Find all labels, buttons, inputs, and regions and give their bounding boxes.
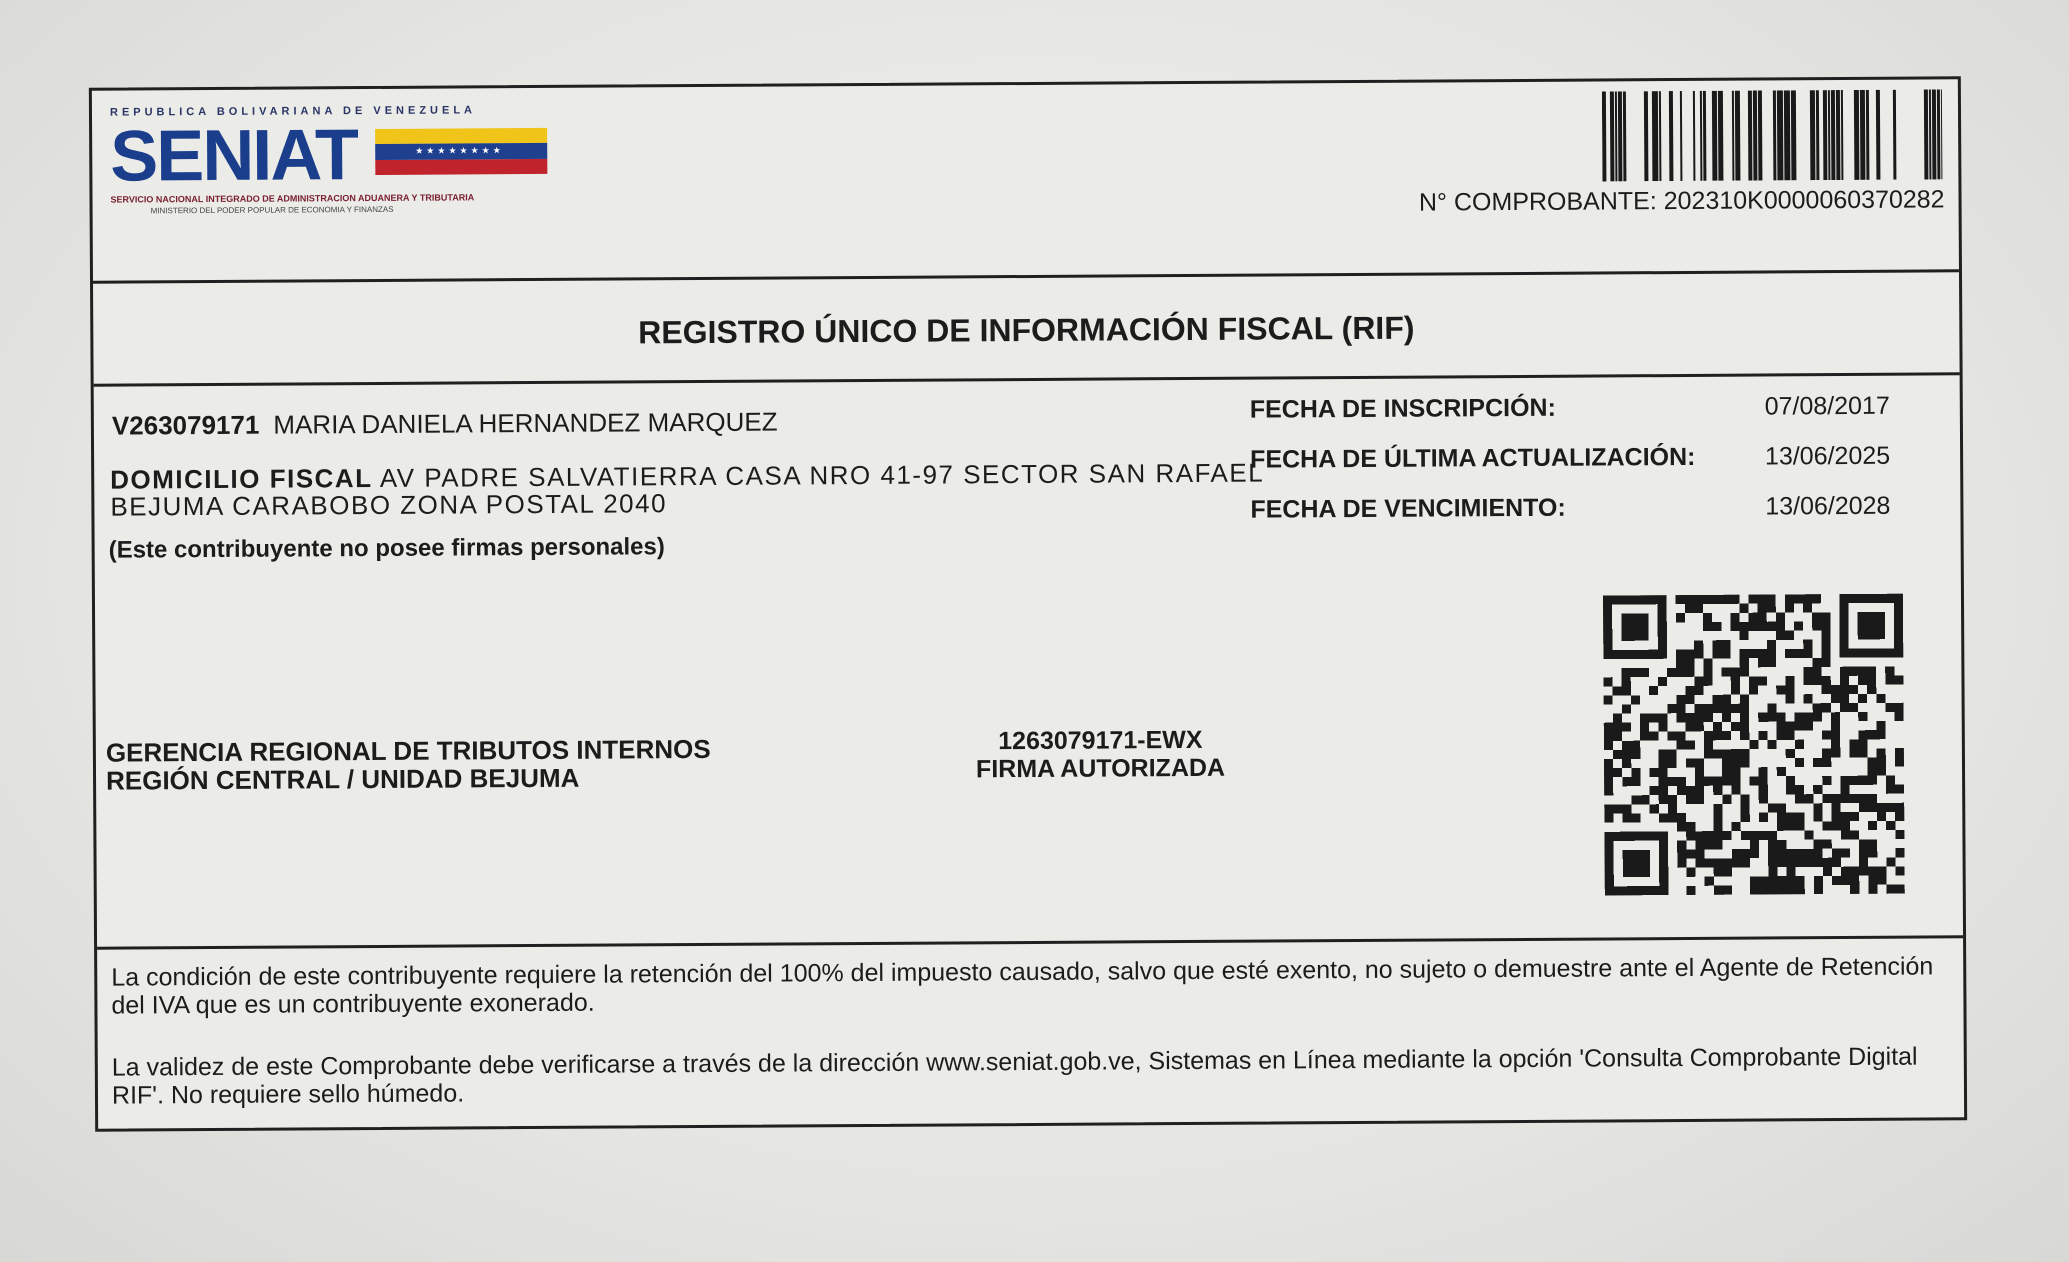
domicilio-fiscal: [110, 457, 1270, 522]
taxpayer-name: MARIA DANIELA HERNANDEZ MARQUEZ: [273, 406, 778, 440]
firma-autorizada-block: [976, 726, 1225, 784]
firma-code: 1263079171-EWX: [998, 725, 1203, 756]
logo-ministry: MINISTERIO DEL PODER POPULAR DE ECONOMIA Y FINANZAS: [150, 204, 394, 216]
gerencia-line2: REGIÓN CENTRAL / UNIDAD BEJUMA: [105, 762, 580, 796]
date-row-inscripcion: [1250, 392, 1890, 446]
flag-stripe-red: [375, 159, 547, 175]
date-value: 07/08/2017: [1764, 391, 1890, 421]
date-label: FECHA DE VENCIMIENTO:: [1250, 493, 1566, 524]
logo-wordmark: SENIAT: [110, 115, 358, 197]
logo-subtitle: SERVICIO NACIONAL INTEGRADO DE ADMINISTRACION ADUANERA Y TRIBUTARIA: [110, 192, 475, 205]
logo-top-line: REPUBLICA BOLIVARIANA DE VENEZUELA: [109, 104, 477, 119]
date-row-vencimiento: [1250, 492, 1890, 546]
venezuela-flag-icon: [375, 128, 547, 175]
certificate-header: [92, 79, 1959, 283]
taxpayer-rif: V263079171: [111, 409, 260, 441]
certificate-body: [94, 375, 1963, 949]
comprobante-value: 202310K0000060370282: [1663, 185, 1945, 216]
gerencia-line1: GERENCIA REGIONAL DE TRIBUTOS INTERNOS: [105, 733, 711, 768]
date-label: FECHA DE ÚLTIMA ACTUALIZACIÓN:: [1250, 442, 1696, 474]
date-label: FECHA DE INSCRIPCIÓN:: [1249, 393, 1556, 424]
gerencia-block: [106, 735, 711, 795]
comprobante-number: [1419, 185, 1945, 217]
dates-block: [1250, 392, 1891, 546]
flag-stars: ★★★★★★★★: [415, 145, 504, 156]
flag-stripe-blue: [375, 143, 547, 160]
qr-code-icon: [1603, 594, 1905, 896]
domicilio-value: AV PADRE SALVATIERRA CASA NRO 41-97 SECTOR SAN RAFAEL BEJUMA CARABOBO ZONA POSTAL 2040: [110, 457, 1264, 522]
comprobante-label: N° COMPROBANTE:: [1418, 187, 1657, 217]
page-title: REGISTRO ÚNICO DE INFORMACIÓN FISCAL (RIF): [638, 309, 1415, 351]
date-value: 13/06/2025: [1764, 441, 1891, 471]
date-row-actualizacion: [1250, 442, 1890, 496]
taxpayer-line: [112, 407, 778, 442]
date-value: 13/06/2028: [1765, 491, 1891, 521]
rif-certificate: [89, 76, 1967, 1131]
barcode-icon: [1602, 89, 1943, 181]
title-row: [93, 272, 1960, 386]
firmas-note: (Este contribuyente no posee firmas personales): [108, 533, 665, 564]
certificate-footer: [97, 938, 1964, 1129]
domicilio-label: DOMICILIO FISCAL: [110, 463, 373, 495]
firma-label: FIRMA AUTORIZADA: [975, 753, 1226, 784]
seniat-logo: [110, 104, 551, 227]
flag-stripe-yellow: [375, 128, 547, 144]
validity-note: La validez de este Comprobante debe verificarse a través de la dirección www.seniat.gob.ve, Sistemas en Línea mediante la opción 'Consulta Comprobante Digital RIF'. No requiere sello húmedo.: [111, 1042, 1918, 1110]
retention-note: La condición de este contribuyente requiere la retención del 100% del impuesto causado, salvo que esté exento, no sujeto o demuestre ante el Agente de Retención del IVA que es un contribuyente exonerado.: [111, 952, 1934, 1020]
